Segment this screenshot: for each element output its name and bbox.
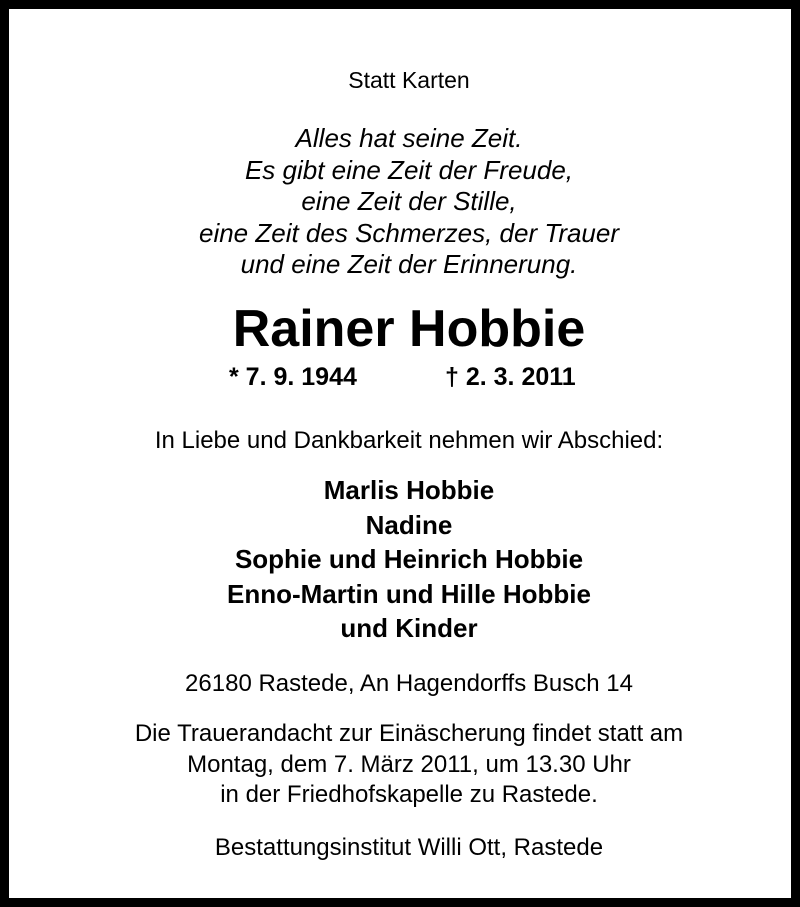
poem-line: Es gibt eine Zeit der Freude, [244, 154, 574, 185]
poem [9, 123, 800, 281]
mourner-name: Enno-Martin und Hille Hobbie [227, 578, 591, 609]
death-date: † 2. 3. 2011 [445, 363, 576, 391]
service-line: Die Trauerandacht zur Einäscherung findet statt am [134, 720, 684, 747]
mourner-name: Marlis Hobbie [323, 475, 495, 505]
mourner-name: Sophie und Heinrich Hobbie [234, 544, 584, 574]
mourner-name: Nadine [365, 509, 453, 540]
poem-line: Alles hat seine Zeit. [295, 123, 523, 153]
notice-heading: Statt Karten [348, 67, 470, 93]
deceased-name: Rainer Hobbie [232, 300, 586, 358]
poem-line: eine Zeit der Stille, [301, 186, 517, 216]
farewell-line: In Liebe und Dankbarkeit nehmen wir Abschied: [154, 427, 664, 454]
mourner-name: und Kinder [340, 613, 478, 643]
family-address: 26180 Rastede, An Hagendorffs Busch 14 [185, 670, 633, 697]
service-details [9, 719, 800, 811]
mourners-list [9, 473, 800, 646]
undertaker: Bestattungsinstitut Willi Ott, Rastede [214, 834, 604, 861]
poem-line: und eine Zeit der Erinnerung. [240, 249, 578, 279]
birth-date: * 7. 9. 1944 [229, 363, 357, 391]
poem-line: eine Zeit des Schmerzes, der Trauer [198, 217, 620, 248]
service-line: Montag, dem 7. März 2011, um 13.30 Uhr [187, 750, 631, 778]
service-line: in der Friedhofskapelle zu Rastede. [220, 781, 598, 808]
